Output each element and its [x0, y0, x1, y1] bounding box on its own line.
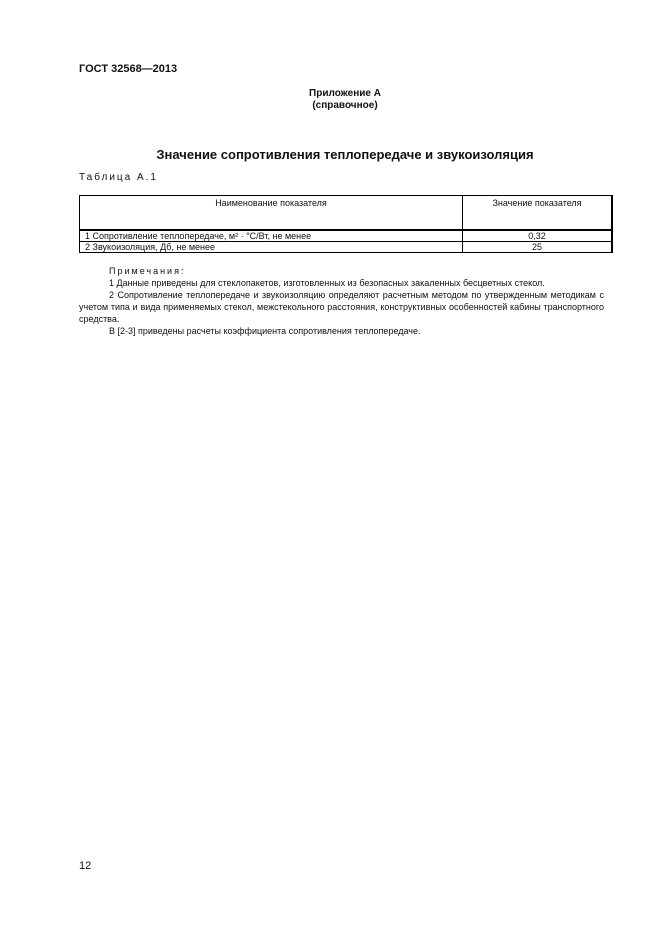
appendix-subtitle: (справочное) — [312, 100, 378, 111]
row-value-cell: 0,32 — [463, 230, 613, 242]
notes-block — [79, 265, 604, 337]
table-header-row — [80, 196, 613, 231]
indicator-table — [79, 195, 613, 253]
note-item: 1 Данные приведены для стеклопакетов, изготовленных из безопасных закаленных бесцветных стекол. — [109, 278, 545, 288]
document-code: ГОСТ 32568—2013 — [79, 63, 178, 75]
note-item: 2 Сопротивление теплопередаче и звукоизоляцию определяют расчетным методом по утвержденным методикам с учетом типа и вида применяемых стекол, межстекольного расстояния, конструктивных особенностей кабины транспортного средства. — [79, 290, 604, 324]
row-name-cell: 1 Сопротивление теплопередаче, м² · °С/Вт, не менее — [80, 230, 463, 242]
table-caption: Таблица А.1 — [79, 172, 158, 183]
row-value-cell: 25 — [463, 242, 613, 253]
row-name-cell: 2 Звукоизоляция, Дб, не менее — [80, 242, 463, 253]
note-item: В [2-3] приведены расчеты коэффициента сопротивления теплопередаче. — [109, 326, 421, 336]
section-title: Значение сопротивления теплопередаче и звукоизоляция — [156, 147, 534, 162]
appendix-title: Приложение А — [309, 88, 381, 99]
page-number: 12 — [79, 860, 92, 872]
column-header-value: Значение показателя — [463, 196, 613, 231]
table-row — [80, 242, 613, 253]
table-row — [80, 230, 613, 242]
notes-label: Примечания: — [109, 266, 186, 276]
column-header-name: Наименование показателя — [80, 196, 463, 231]
